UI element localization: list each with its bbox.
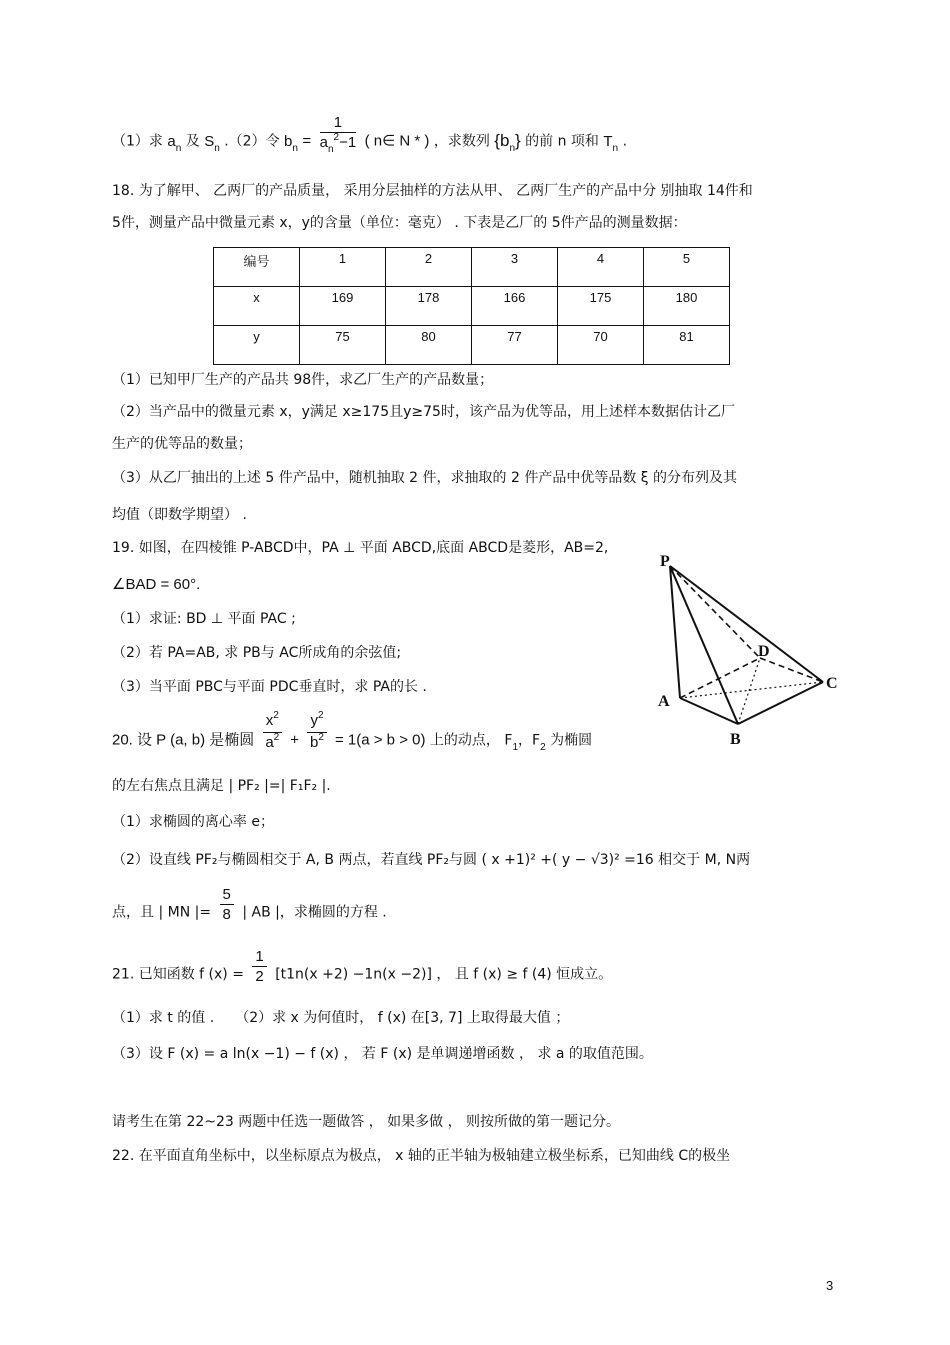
page-number: 3 bbox=[826, 1278, 834, 1293]
label-p: P bbox=[660, 553, 670, 570]
q19-intro-line2: ∠BAD = 60°. bbox=[112, 576, 201, 593]
x-over-a-fraction: $\frac{x^2}{a^2}$ bbox=[263, 712, 282, 755]
q19-intro-line1: 19. 如图，在四棱锥 P-ABCD中，PA ⊥ 平面 ABCD,底面 ABCD是菱形，AB=2, bbox=[112, 540, 609, 556]
a-n-symbol: $a_n$ bbox=[167, 132, 182, 154]
q21-intro: 21. 已知函数 f (x) = $\frac{1}{2}$ [t1n(x +2) −1n(x −2)] ， 且 f (x) ≥ f (4) 恒成立。 bbox=[112, 948, 613, 985]
pyramid-figure bbox=[648, 548, 848, 748]
q18-intro-line1: 18. 为了解甲、 乙两厂的产品质量， 采用分层抽样的方法从甲、 乙两厂生产的产品中分 别抽取 14件和 bbox=[112, 183, 753, 199]
table-row-y: y 75 80 77 70 81 bbox=[214, 326, 730, 365]
one-half-fraction: $\frac{1}{2}$ bbox=[252, 948, 266, 987]
q21-sub1-2: （1）求 t 的值 . （2）求 x 为何值时， f (x) 在[3, 7] 上取得最大值 ； bbox=[112, 1010, 570, 1026]
q20-intro-line2: 的左右焦点且满足 | PF₂ |=| F₁F₂ |. bbox=[112, 778, 331, 794]
table-header-row: 编号 1 2 3 4 5 bbox=[214, 248, 730, 287]
q21-sub3: （3）设 F (x) = a ln(x −1) − f (x) ， 若 F (x) 是单调递增函数 ， 求 a 的取值范围。 bbox=[112, 1046, 653, 1062]
b-n-symbol: $b_n$ bbox=[284, 132, 298, 154]
elective-note: 请考生在第 22~23 两题中任选一题做答 ， 如果多做 ， 则按所做的第一题记分。 bbox=[112, 1114, 621, 1130]
five-eighths-fraction: $\frac{5}{8}$ bbox=[220, 886, 234, 925]
q18-sub3-line1: （3）从乙厂抽出的上述 5 件产品中，随机抽取 2 件，求抽取的 2 件产品中优等品数 ξ 的分布列及其 bbox=[112, 470, 738, 486]
q22-intro: 22. 在平面直角坐标中，以坐标原点为极点， x 轴的正半轴为极轴建立极坐标系，已知曲线 C的极坐 bbox=[112, 1148, 731, 1164]
q19-sub3: （3）当平面 PBC与平面 PDC垂直时，求 PA的长 . bbox=[112, 679, 427, 695]
label-b: B bbox=[730, 731, 741, 748]
q17-line: （1）求 $a_n$ 及 $S_n$ .（2）令 $b_n$ = $\frac{1}{a_n^2-1}$ ( n∈ N * ) ，求数列 $\{b_n\}$ 的前 n 项和 $T_n$ . bbox=[112, 114, 628, 155]
q20-sub2-line2: 点，且 | MN |= $\frac{5}{8}$ | AB |，求椭圆的方程 . bbox=[112, 886, 387, 923]
label-c: C bbox=[826, 675, 838, 692]
q20-intro-line1: 20. 设 P (a, b) 是椭圆 $\frac{x^2}{a^2}$ + $\frac{y^2}{b^2}$ = 1(a > b > 0) 上的动点， $F_1$，$F_2$ 为椭圆 bbox=[112, 726, 592, 755]
s-n-symbol: $S_n$ bbox=[204, 132, 220, 154]
t-n-symbol: $T_n$ bbox=[603, 132, 619, 154]
q20-sub2-line1: （2）设直线 PF₂与椭圆相交于 A, B 两点，若直线 PF₂与圆 ( x +1)² +( y − √3)² =16 相交于 M, N两 bbox=[112, 852, 751, 868]
table-row-x: x 169 178 166 175 180 bbox=[214, 287, 730, 326]
b-n-sequence: $\{b_n\}$ bbox=[494, 130, 521, 154]
q19-sub2: （2）若 PA=AB, 求 PB与 AC所成角的余弦值; bbox=[112, 645, 402, 661]
measurement-table bbox=[213, 247, 730, 365]
q18-sub3-line2: 均值（即数学期望） . bbox=[112, 507, 247, 523]
q17-fraction: $\frac{1}{a_n^2-1}$ bbox=[319, 114, 357, 155]
label-d: D bbox=[758, 643, 770, 660]
q18-sub2-line2: 生产的优等品的数量； bbox=[112, 436, 252, 452]
q18-sub1: （1）已知甲厂生产的产品共 98件，求乙厂生产的产品数量； bbox=[112, 372, 494, 388]
q20-sub1: （1）求椭圆的离心率 e； bbox=[112, 814, 274, 830]
edge-bc bbox=[738, 682, 823, 724]
label-a: A bbox=[658, 693, 670, 710]
y-over-b-fraction: $\frac{y^2}{b^2}$ bbox=[307, 712, 326, 755]
edge-pb bbox=[670, 566, 738, 724]
edge-pd bbox=[670, 566, 760, 658]
edge-dc bbox=[760, 658, 823, 682]
q18-sub2-line1: （2）当产品中的微量元素 x，y满足 x≥175且y≥75时，该产品为优等品，用上述样本数据估计乙厂 bbox=[112, 404, 735, 420]
q18-intro-line2: 5件，测量产品中微量元素 x，y的含量（单位：毫克） . 下表是乙厂的 5件产品的测量数据： bbox=[112, 215, 687, 231]
edge-ad bbox=[680, 658, 760, 698]
q19-sub1: （1）求证: BD ⊥ 平面 PAC ; bbox=[112, 611, 296, 627]
